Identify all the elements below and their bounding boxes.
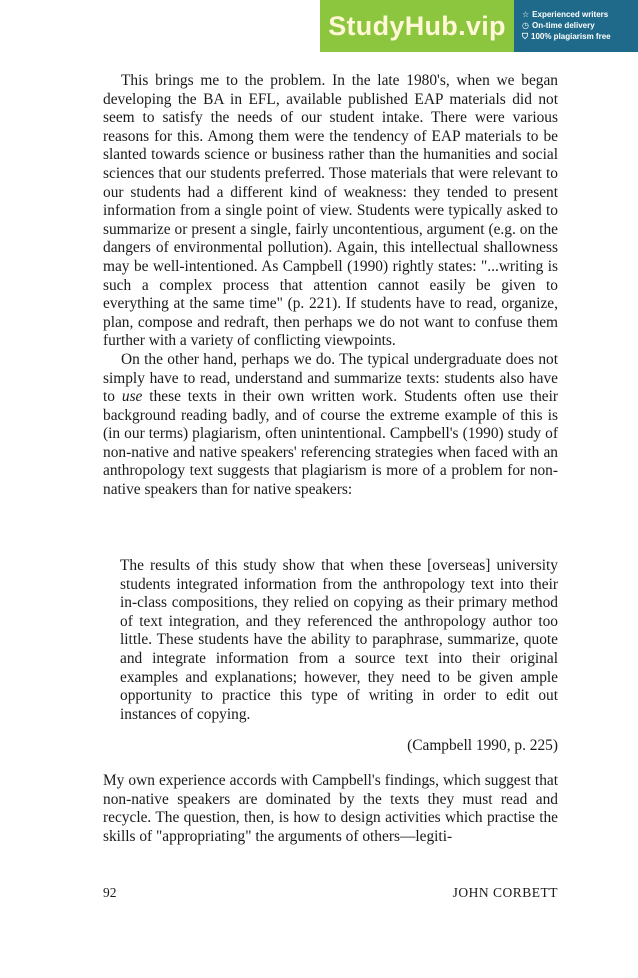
feature-list	[514, 0, 638, 52]
page-footer	[103, 885, 558, 901]
feature-delivery: ◷ On-time delivery	[522, 21, 595, 30]
feature-plagiarism: ⛉ 100% plagiarism free	[522, 32, 611, 41]
brand-logo[interactable]	[320, 0, 514, 52]
block-quote: The results of this study show that when these [overseas] university students integrated information from the anthropology text into their in-class compositions, they relied on copying as their primary method of text integration, and they referenced the anthropology author too little. These students have the ability to paraphrase, summarize, quote and integrate information from a source text into their original examples and explanations; however, they need to be given ample opportunity to practice this type of writing in order to edit out instances of copying.	[120, 557, 558, 723]
body-text-upper	[103, 72, 558, 500]
running-author: JOHN CORBETT	[452, 885, 558, 900]
page-number: 92	[103, 885, 117, 900]
star-icon: ☆	[522, 10, 530, 19]
feature-experienced: ☆ Experienced writers	[522, 10, 609, 19]
paragraph-1: This brings me to the problem. In the late 1980's, when we began developing the BA in EFL, available published EAP materials did not seem to satisfy the needs of our student intake. There were various reasons for this. Among them were the tendency of EAP materials to be slanted towards science or business rather than the humanities and social sciences that our students preferred. Those materials that were relevant to our students had a different kind of weakness: they tended to present information from a single point of view. Students were typically asked to summarize or present a single, fairly uncontentious, argument (e.g. on the dangers of environmental pollution). Again, this intellectual shallowness may be well-intentioned. As Campbell (1990) rightly states: "...writing is such a complex process that attention cannot easily be given to everything at the same time" (p. 221). If students have to read, organize, plan, compose and redraft, then perhaps we do not want to confuse them further with a variety of conflicting viewpoints.	[103, 72, 558, 350]
body-text-lower	[103, 772, 558, 846]
paragraph-3: My own experience accords with Campbell's findings, which suggest that non-native speakers are dominated by the texts they must read and recycle. The question, then, is how to design activities which practise the skills of "appropriating" the arguments of others—legiti-	[103, 772, 558, 845]
paragraph-2: On the other hand, perhaps we do. The typical undergraduate does not simply have to read, understand and summarize texts: students also have to use these texts in their own written work. Students often use their background reading badly, and of course the extreme example of this is (in our terms) plagiarism, often unintentional. Campbell's (1990) study of non-native and native speakers' referencing strategies when faced with an anthropology text suggests that plagiarism is more of a problem for non-native speakers than for native speakers:	[103, 350, 558, 499]
brand-name: StudyHub.vip	[328, 10, 506, 41]
shield-icon: ⛉	[522, 32, 528, 41]
studyhub-banner[interactable]	[320, 0, 638, 52]
emphasis-use: use	[121, 388, 143, 406]
quote-citation: (Campbell 1990, p. 225)	[407, 737, 558, 754]
clock-icon: ◷	[522, 21, 529, 30]
